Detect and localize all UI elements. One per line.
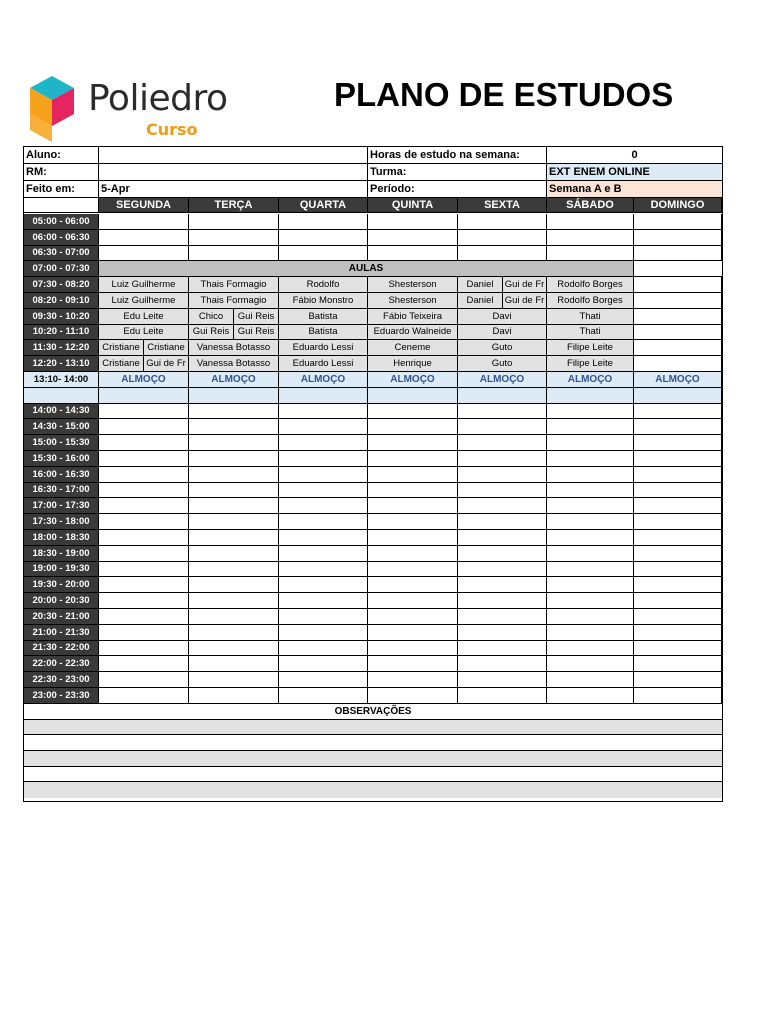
schedule-cell	[634, 467, 722, 483]
class-cell: Thais Formagio	[189, 293, 279, 309]
schedule-cell	[458, 593, 547, 609]
schedule-cell	[547, 625, 634, 641]
schedule-cell	[189, 656, 279, 672]
schedule-cell	[634, 625, 722, 641]
observacoes-line	[24, 720, 722, 736]
day-header: TERÇA	[189, 198, 279, 213]
time-slot: 06:00 - 06:30	[24, 230, 99, 246]
time-slot: 17:00 - 17:30	[24, 498, 99, 514]
schedule-cell	[368, 609, 458, 625]
lunch-cell: ALMOÇO	[634, 372, 722, 388]
schedule-cell	[189, 577, 279, 593]
lunch-cell: ALMOÇO	[547, 372, 634, 388]
schedule-cell	[458, 498, 547, 514]
class-cell: Chico	[189, 309, 234, 325]
schedule-cell	[368, 672, 458, 688]
schedule-cell	[634, 451, 722, 467]
class-cell: Eduardo Walneide	[368, 325, 458, 341]
schedule-cell	[279, 577, 368, 593]
schedule-cell	[368, 546, 458, 562]
schedule-cell	[634, 309, 722, 325]
schedule-cell	[279, 672, 368, 688]
schedule-cell	[279, 688, 368, 704]
class-cell: Gui de Fr	[503, 277, 547, 293]
time-slot: 06:30 - 07:00	[24, 246, 99, 262]
schedule-cell	[634, 546, 722, 562]
class-cell: Eduardo Lessi	[279, 340, 368, 356]
schedule-cell	[189, 514, 279, 530]
schedule-cell	[458, 419, 547, 435]
time-slot: 17:30 - 18:00	[24, 514, 99, 530]
time-slot: 21:00 - 21:30	[24, 625, 99, 641]
schedule-cell	[189, 483, 279, 499]
schedule-cell	[547, 483, 634, 499]
observacoes-header: OBSERVAÇÕES	[24, 704, 722, 720]
schedule-cell	[634, 577, 722, 593]
class-cell: Guto	[458, 356, 547, 372]
schedule-cell	[634, 641, 722, 657]
schedule-cell	[634, 214, 722, 230]
schedule-cell	[189, 562, 279, 578]
schedule-cell	[99, 246, 189, 262]
class-cell: Davi	[458, 325, 547, 341]
schedule-cell	[99, 577, 189, 593]
schedule-cell	[99, 404, 189, 420]
time-slot: 19:00 - 19:30	[24, 562, 99, 578]
time-slot: 15:30 - 16:00	[24, 451, 99, 467]
class-cell: Filipe Leite	[547, 340, 634, 356]
class-cell: Cristiane	[144, 340, 189, 356]
info-label: Horas de estudo na semana:	[368, 147, 547, 164]
schedule-cell	[458, 435, 547, 451]
schedule-cell	[634, 246, 722, 262]
class-cell: Daniel	[458, 277, 503, 293]
info-label: Feito em:	[24, 181, 99, 198]
class-cell: Cristiane	[99, 356, 144, 372]
schedule-cell	[279, 514, 368, 530]
schedule-cell	[368, 435, 458, 451]
schedule-cell	[458, 641, 547, 657]
schedule-cell	[189, 672, 279, 688]
schedule-cell	[279, 641, 368, 657]
observacoes-line	[24, 735, 722, 751]
schedule-cell	[458, 672, 547, 688]
day-header: QUARTA	[279, 198, 368, 213]
time-slot: 10:20 - 11:10	[24, 325, 99, 341]
page-title: PLANO DE ESTUDOS	[334, 76, 674, 113]
class-cell: Gui Reis	[234, 325, 279, 341]
class-cell: Filipe Leite	[547, 356, 634, 372]
schedule-cell	[279, 562, 368, 578]
time-slot: 12:20 - 13:10	[24, 356, 99, 372]
schedule-cell	[634, 514, 722, 530]
schedule-cell	[547, 230, 634, 246]
time-slot: 16:30 - 17:00	[24, 483, 99, 499]
day-header: SEXTA	[458, 198, 547, 213]
info-label: Aluno:	[24, 147, 99, 164]
schedule-cell	[458, 514, 547, 530]
schedule-cell	[99, 688, 189, 704]
lunch-cell: ALMOÇO	[99, 372, 189, 388]
schedule-cell	[547, 672, 634, 688]
schedule-cell	[634, 230, 722, 246]
schedule-cell	[458, 451, 547, 467]
schedule-cell	[279, 609, 368, 625]
class-cell: Vanessa Botasso	[189, 340, 279, 356]
schedule-cell	[368, 641, 458, 657]
schedule-cell	[279, 656, 368, 672]
schedule-cell	[458, 562, 547, 578]
schedule-cell	[547, 404, 634, 420]
lunch-cell: ALMOÇO	[458, 372, 547, 388]
info-label: RM:	[24, 164, 99, 181]
schedule-cell	[547, 435, 634, 451]
schedule-cell	[368, 467, 458, 483]
schedule-cell	[634, 483, 722, 499]
schedule-cell	[368, 388, 458, 404]
schedule-cell	[547, 656, 634, 672]
time-slot: 11:30 - 12:20	[24, 340, 99, 356]
schedule-cell	[368, 562, 458, 578]
schedule-cell	[547, 514, 634, 530]
schedule-cell	[458, 625, 547, 641]
schedule-cell	[99, 435, 189, 451]
schedule-cell	[634, 261, 722, 277]
schedule-cell	[189, 246, 279, 262]
schedule-cell	[634, 340, 722, 356]
schedule-cell	[279, 625, 368, 641]
schedule-cell	[99, 230, 189, 246]
schedule-cell	[547, 246, 634, 262]
schedule-cell	[189, 230, 279, 246]
day-header: QUINTA	[368, 198, 458, 213]
time-slot: 08:20 - 09:10	[24, 293, 99, 309]
schedule-cell	[99, 530, 189, 546]
schedule-cell	[547, 688, 634, 704]
time-slot: 07:00 - 07:30	[24, 261, 99, 277]
class-cell: Batista	[279, 309, 368, 325]
schedule-cell	[547, 577, 634, 593]
schedule-cell	[279, 593, 368, 609]
time-slot: 16:00 - 16:30	[24, 467, 99, 483]
time-slot: 21:30 - 22:00	[24, 641, 99, 657]
schedule-cell	[634, 325, 722, 341]
schedule-cell	[458, 230, 547, 246]
schedule-cell	[547, 498, 634, 514]
class-cell: Gui Reis	[189, 325, 234, 341]
time-slot: 09:30 - 10:20	[24, 309, 99, 325]
schedule-cell	[99, 656, 189, 672]
schedule-cell	[279, 530, 368, 546]
schedule-cell	[99, 546, 189, 562]
schedule-cell	[99, 593, 189, 609]
time-slot	[24, 388, 99, 404]
class-cell: Edu Leite	[99, 309, 189, 325]
schedule-cell	[99, 483, 189, 499]
aulas-banner: AULAS	[99, 261, 634, 277]
info-value: Semana A e B	[547, 181, 722, 198]
class-cell: Edu Leite	[99, 325, 189, 341]
schedule-cell	[368, 656, 458, 672]
observacoes-line	[24, 751, 722, 767]
class-cell: Luiz Guilherme	[99, 293, 189, 309]
schedule-cell	[458, 546, 547, 562]
time-slot: 14:00 - 14:30	[24, 404, 99, 420]
schedule-cell	[279, 230, 368, 246]
schedule-cell	[189, 467, 279, 483]
schedule-cell	[547, 593, 634, 609]
schedule-cell	[368, 419, 458, 435]
class-cell: Thais Formagio	[189, 277, 279, 293]
schedule-cell	[279, 451, 368, 467]
class-cell: Eduardo Lessi	[279, 356, 368, 372]
schedule-cell	[189, 530, 279, 546]
schedule-cell	[634, 435, 722, 451]
schedule-cell	[99, 467, 189, 483]
schedule-cell	[99, 214, 189, 230]
schedule-cell	[279, 419, 368, 435]
time-slot: 19:30 - 20:00	[24, 577, 99, 593]
schedule-cell	[458, 688, 547, 704]
schedule-cell	[634, 609, 722, 625]
schedule-cell	[189, 546, 279, 562]
day-header: SÁBADO	[547, 198, 634, 213]
class-cell: Luiz Guilherme	[99, 277, 189, 293]
schedule-cell	[368, 593, 458, 609]
schedule-cell	[99, 451, 189, 467]
time-slot: 18:00 - 18:30	[24, 530, 99, 546]
schedule-cell	[189, 641, 279, 657]
schedule-cell	[99, 672, 189, 688]
time-slot: 23:00 - 23:30	[24, 688, 99, 704]
schedule-cell	[547, 546, 634, 562]
schedule-cell	[279, 467, 368, 483]
schedule-cell	[634, 593, 722, 609]
schedule-cell	[458, 246, 547, 262]
schedule-cell	[634, 530, 722, 546]
class-cell: Rodolfo	[279, 277, 368, 293]
schedule-cell	[279, 498, 368, 514]
info-label: Período:	[368, 181, 547, 198]
class-cell: Daniel	[458, 293, 503, 309]
time-slot: 07:30 - 08:20	[24, 277, 99, 293]
class-cell: Thati	[547, 325, 634, 341]
class-cell: Gui de Fr	[144, 356, 189, 372]
schedule-cell	[189, 593, 279, 609]
schedule-cell	[189, 388, 279, 404]
class-cell: Thati	[547, 309, 634, 325]
schedule-cell	[189, 609, 279, 625]
schedule-cell	[458, 656, 547, 672]
schedule-cell	[547, 388, 634, 404]
schedule-cell	[634, 277, 722, 293]
schedule-cell	[547, 562, 634, 578]
schedule-cell	[458, 483, 547, 499]
schedule-cell	[547, 467, 634, 483]
schedule-cell	[368, 230, 458, 246]
poliedro-logo	[26, 74, 258, 144]
schedule-cell	[634, 356, 722, 372]
schedule-cell	[279, 388, 368, 404]
schedule-cell	[547, 530, 634, 546]
schedule-cell	[189, 498, 279, 514]
schedule-cell	[99, 609, 189, 625]
schedule-cell	[368, 498, 458, 514]
schedule-cell	[458, 530, 547, 546]
schedule-cell	[368, 514, 458, 530]
class-cell: Guto	[458, 340, 547, 356]
schedule-cell	[99, 419, 189, 435]
schedule-cell	[458, 214, 547, 230]
schedule-cell	[547, 214, 634, 230]
schedule-cell	[99, 388, 189, 404]
schedule-cell	[547, 451, 634, 467]
lunch-cell: ALMOÇO	[368, 372, 458, 388]
schedule-cell	[279, 404, 368, 420]
schedule-cell	[634, 656, 722, 672]
schedule-cell	[547, 609, 634, 625]
time-slot: 22:30 - 23:00	[24, 672, 99, 688]
logo-sub-text: Curso	[146, 120, 198, 139]
schedule-cell	[547, 641, 634, 657]
observacoes-line	[24, 782, 722, 798]
schedule-cell	[279, 483, 368, 499]
class-cell: Rodolfo Borges	[547, 293, 634, 309]
schedule-cell	[368, 246, 458, 262]
class-cell: Henrique	[368, 356, 458, 372]
time-slot: 18:30 - 19:00	[24, 546, 99, 562]
schedule-cell	[99, 562, 189, 578]
schedule-cell	[368, 530, 458, 546]
time-slot: 13:10- 14:00	[24, 372, 99, 388]
class-cell: Ceneme	[368, 340, 458, 356]
class-cell: Gui de Fr	[503, 293, 547, 309]
schedule-cell	[368, 483, 458, 499]
schedule-cell	[279, 246, 368, 262]
schedule-cell	[189, 688, 279, 704]
time-slot: 20:00 - 20:30	[24, 593, 99, 609]
day-header: DOMINGO	[634, 198, 722, 213]
schedule-cell	[189, 404, 279, 420]
observacoes-line	[24, 767, 722, 783]
class-cell: Batista	[279, 325, 368, 341]
schedule-cell	[99, 641, 189, 657]
schedule-cell	[634, 419, 722, 435]
info-value: 5-Apr	[99, 181, 368, 198]
schedule-cell	[189, 419, 279, 435]
schedule-cell	[634, 688, 722, 704]
schedule-cell	[458, 388, 547, 404]
time-slot: 20:30 - 21:00	[24, 609, 99, 625]
info-value	[99, 164, 368, 181]
time-slot: 14:30 - 15:00	[24, 419, 99, 435]
class-cell: Gui Reis	[234, 309, 279, 325]
class-cell: Fábio Teixeira	[368, 309, 458, 325]
schedule-cell	[368, 625, 458, 641]
lunch-cell: ALMOÇO	[279, 372, 368, 388]
schedule-cell	[458, 467, 547, 483]
schedule-cell	[634, 293, 722, 309]
schedule-cell	[279, 214, 368, 230]
schedule-cell	[368, 451, 458, 467]
schedule-cell	[634, 498, 722, 514]
info-value: 0	[547, 147, 722, 164]
time-slot: 15:00 - 15:30	[24, 435, 99, 451]
time-slot: 22:00 - 22:30	[24, 656, 99, 672]
schedule-cell	[634, 388, 722, 404]
schedule-cell	[634, 404, 722, 420]
study-plan-table	[23, 146, 723, 802]
class-cell: Fábio Monstro	[279, 293, 368, 309]
info-label: Turma:	[368, 164, 547, 181]
schedule-cell	[634, 562, 722, 578]
class-cell: Shesterson	[368, 293, 458, 309]
schedule-cell	[99, 625, 189, 641]
schedule-cell	[189, 214, 279, 230]
schedule-cell	[634, 672, 722, 688]
schedule-cell	[99, 498, 189, 514]
schedule-cell	[368, 404, 458, 420]
schedule-cell	[368, 214, 458, 230]
schedule-cell	[458, 404, 547, 420]
schedule-cell	[279, 546, 368, 562]
schedule-cell	[368, 577, 458, 593]
class-cell: Rodolfo Borges	[547, 277, 634, 293]
class-cell: Davi	[458, 309, 547, 325]
schedule-cell	[189, 435, 279, 451]
header-blank	[24, 198, 99, 213]
schedule-cell	[279, 435, 368, 451]
class-cell: Cristiane	[99, 340, 144, 356]
schedule-cell	[458, 609, 547, 625]
time-slot: 05:00 - 06:00	[24, 214, 99, 230]
logo-brand-text: Poliedro	[88, 78, 228, 119]
schedule-cell	[368, 688, 458, 704]
cube-logo-icon	[26, 74, 78, 144]
class-cell: Vanessa Botasso	[189, 356, 279, 372]
lunch-cell: ALMOÇO	[189, 372, 279, 388]
schedule-cell	[547, 419, 634, 435]
schedule-cell	[99, 514, 189, 530]
info-value: EXT ENEM ONLINE	[547, 164, 722, 181]
class-cell: Shesterson	[368, 277, 458, 293]
schedule-cell	[189, 625, 279, 641]
day-header: SEGUNDA	[99, 198, 189, 213]
schedule-cell	[189, 451, 279, 467]
schedule-cell	[458, 577, 547, 593]
info-value	[99, 147, 368, 164]
